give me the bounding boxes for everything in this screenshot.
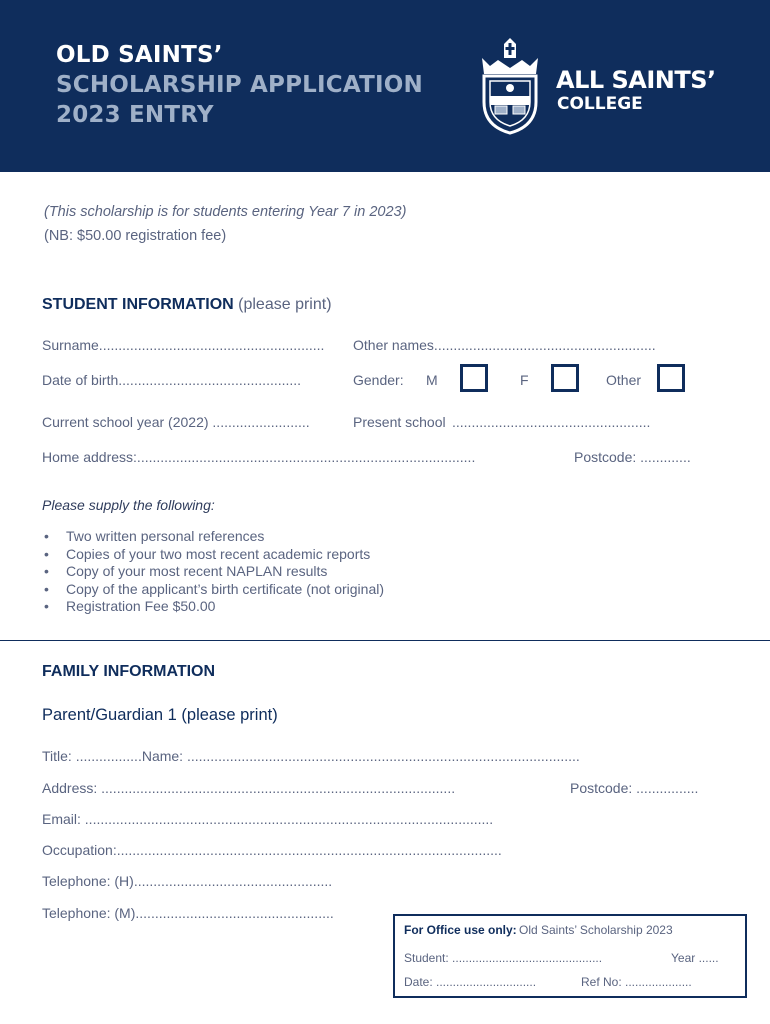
form-title [56,40,423,130]
home-address-field[interactable]: Home address:....................................................................................... [42,449,476,465]
present-school-label: Present school [353,414,446,430]
gender-f-label: F [520,372,529,388]
logo-subtitle: COLLEGE [557,94,643,114]
student-heading-text: STUDENT INFORMATION [42,296,234,313]
gender-f-checkbox[interactable] [551,364,579,392]
gender-m-label: M [426,372,438,388]
parent-guardian-heading: Parent/Guardian 1 (please print) [42,706,278,724]
office-ref-field[interactable]: Ref No: .................... [581,975,692,989]
title-line-1: OLD SAINTS’ [56,42,223,68]
intro-note: (This scholarship is for students entering Year 7 in 2023) [44,204,407,220]
family-address-field[interactable]: Address: ........................................................................................... [42,780,456,796]
student-heading-note: (please print) [238,296,332,313]
supply-list [44,528,384,616]
family-info-heading: FAMILY INFORMATION [42,663,216,680]
supply-heading: Please supply the following: [42,497,215,513]
list-item: • Copies of your two most recent academic reports [44,545,371,562]
student-postcode-field[interactable]: Postcode: ............. [574,449,691,465]
office-use-label: For Office use only: [404,923,517,937]
list-item: • Registration Fee $50.00 [44,598,216,614]
telephone-home-field[interactable]: Telephone: (H)................................................... [42,873,333,889]
logo-wordmark: ALL SAINTS’ [556,66,716,94]
family-postcode-field[interactable]: Postcode: ................ [570,780,699,796]
list-item: • Copy of your most recent NAPLAN results [44,563,328,579]
dob-field[interactable]: Date of birth............................................... [42,372,302,388]
office-use-box [393,914,747,998]
section-divider [0,640,770,641]
gender-other-checkbox[interactable] [657,364,685,392]
surname-field[interactable]: Surname.......................................................... [42,337,325,353]
telephone-mobile-field[interactable]: Telephone: (M)................................................... [42,905,334,921]
gender-label: Gender: [353,372,404,388]
school-year-field[interactable]: Current school year (2022) ......................... [42,414,310,430]
email-field[interactable]: Email: ......................................................................................................... [42,811,494,827]
crown-shape [482,58,538,74]
title-line-2: SCHOLARSHIP APPLICATION [56,72,423,98]
office-date-field[interactable]: Date: .............................. [404,975,537,989]
occupation-field[interactable]: Occupation:................................................................................................... [42,842,502,858]
title-line-3: 2023 ENTRY [56,102,214,128]
office-use-title: Old Saints’ Scholarship 2023 [519,923,673,937]
present-school-field[interactable]: ................................................... [452,414,651,430]
student-info-heading [42,296,332,314]
list-item: • Copy of the applicant’s birth certificate (not original) [44,580,385,597]
other-names-field[interactable]: Other names......................................................... [353,337,656,353]
office-student-field[interactable]: Student: ............................................. [404,951,603,965]
fee-note: (NB: $50.00 registration fee) [44,228,227,244]
gender-other-label: Other [606,372,642,388]
list-item: • Two written personal references [44,528,265,544]
gender-m-checkbox[interactable] [460,364,488,392]
title-name-field[interactable]: Title: .................Name: ..................................................................................................... [42,748,580,764]
office-year-field[interactable]: Year ...... [671,951,719,965]
